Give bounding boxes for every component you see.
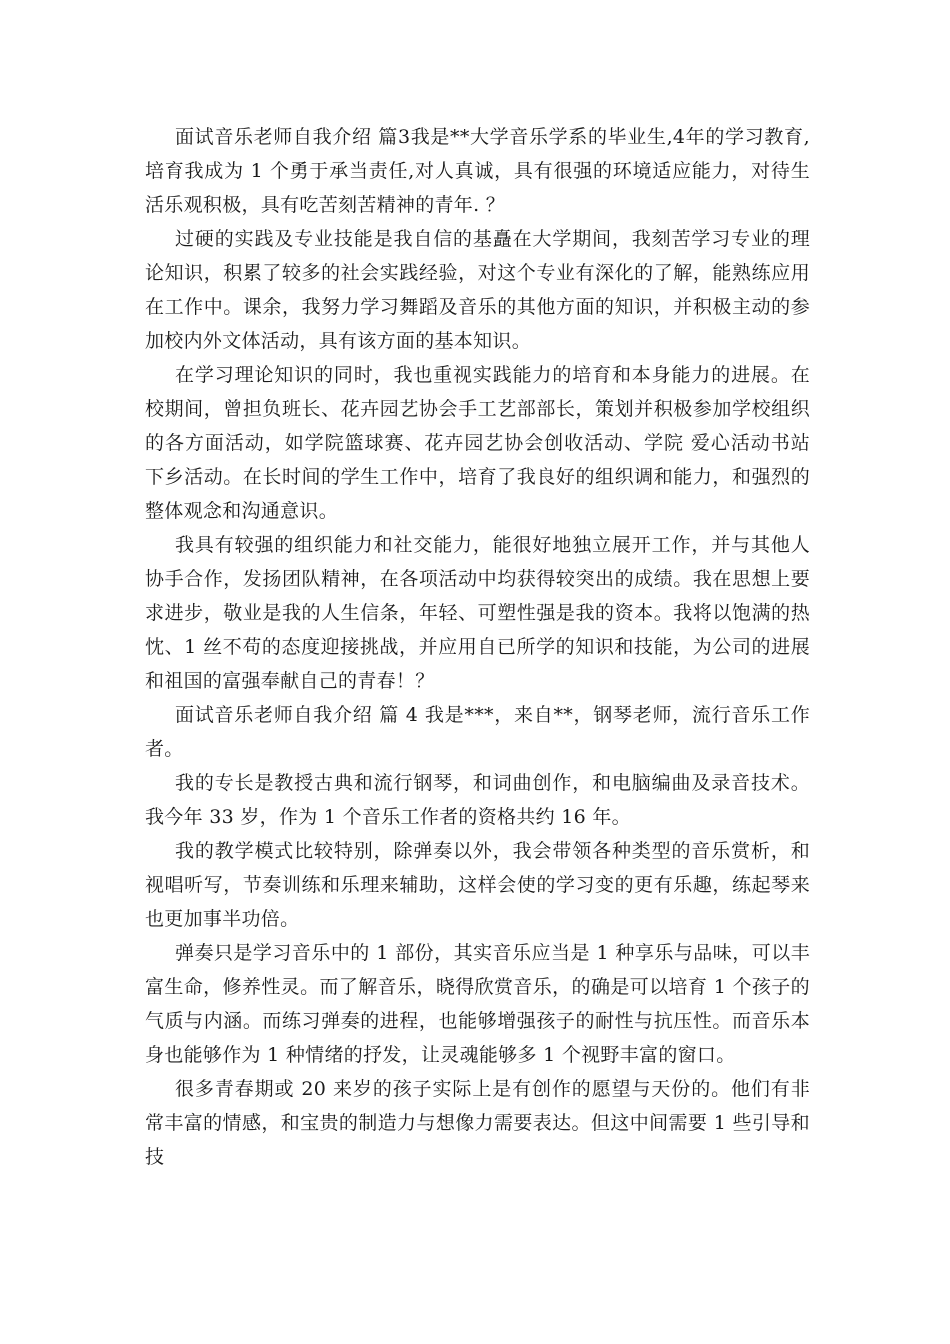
paragraph: 弹奏只是学习音乐中的 1 部份，其实音乐应当是 1 种享乐与品味，可以丰富生命，修养性灵。而了解音乐，晓得欣赏音乐，的确是可以培育 1 个孩子的气质与内涵。而练习弹奏的进程，也能够增强孩子的耐性与抗压性。而音乐本身也能够作为 1 种情绪的抒发，让灵魂能够多 1 个视野丰富的窗口。 <box>145 942 810 1066</box>
document-body <box>145 120 810 1174</box>
paragraph: 在学习理论知识的同时，我也重视实践能力的培育和本身能力的进展。在校期间，曾担负班长、花卉园艺协会手工艺部部长，策划并积极参加学校组织的各方面活动，如学院篮球赛、花卉园艺协会创收活动、学院 爱心活动书站 下乡活动。在长时间的学生工作中，培育了我良好的组织调和能力，和强烈的整体观念和沟通意识。 <box>145 364 810 522</box>
paragraph: 我的专长是教授古典和流行钢琴，和词曲创作，和电脑编曲及录音技术。我今年 33 岁，作为 1 个音乐工作者的资格共约 16 年。 <box>145 772 810 828</box>
paragraph: 我具有较强的组织能力和社交能力，能很好地独立展开工作，并与其他人协手合作，发扬团队精神，在各项活动中均获得较突出的成绩。我在思想上要求进步，敬业是我的人生信条，年轻、可塑性强是我的资本。我将以饱满的热忱、1 丝不苟的态度迎接挑战，并应用自已所学的知识和技能，为公司的进展和祖国的富强奉献自己的青春！？ <box>145 534 810 692</box>
paragraph: 面试音乐老师自我介绍 篇3我是**大学音乐学系的毕业生,4年的学习教育,培育我成为 1 个勇于承当责任,对人真诚，具有很强的环境适应能力，对待生活乐观积极，具有吃苦刻苦精神的青年. ？ <box>145 126 810 216</box>
paragraph: 很多青春期或 20 来岁的孩子实际上是有创作的愿望与天份的。他们有非常丰富的情感，和宝贵的制造力与想像力需要表达。但这中间需要 1 些引导和技 <box>145 1078 810 1168</box>
paragraph: 我的教学模式比较特别，除弹奏以外，我会带领各种类型的音乐赏析，和视唱听写，节奏训练和乐理来辅助，这样会使的学习变的更有乐趣，练起琴来也更加事半功倍。 <box>145 840 810 930</box>
paragraph: 面试音乐老师自我介绍 篇 4 我是***，来自**，钢琴老师，流行音乐工作者。 <box>145 704 810 760</box>
paragraph: 过硬的实践及专业技能是我自信的基矗在大学期间，我刻苦学习专业的理论知识，积累了较多的社会实践经验，对这个专业有深化的了解，能熟练应用在工作中。课余，我努力学习舞蹈及音乐的其他方面的知识，并积极主动的参加校内外文体活动，具有该方面的基本知识。 <box>145 228 810 352</box>
